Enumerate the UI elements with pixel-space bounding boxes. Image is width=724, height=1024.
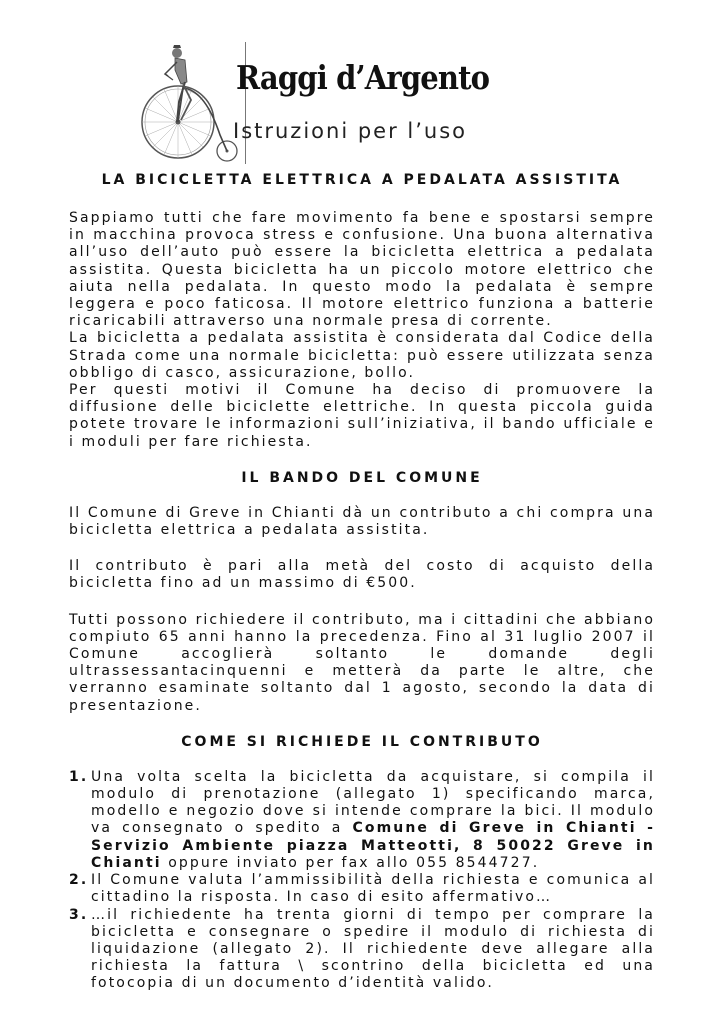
- paragraph-motivi: Per questi motivi il Comune ha deciso di promuovere la diffusione delle biciclette elettriche. In questa piccola guida potete trovare le informazioni sull’iniziativa, il bando ufficiale e i moduli per fare richiesta.: [69, 382, 655, 450]
- list-item: [69, 907, 655, 993]
- section-heading-bando: IL BANDO DEL COMUNE: [241, 469, 483, 486]
- step-number: 3.: [69, 906, 89, 923]
- steps-list: [69, 769, 655, 993]
- step-text: Il Comune valuta l’ammissibilità della richiesta e comunica al cittadino la risposta. In caso di esito affermativo…: [91, 872, 655, 906]
- page-subtitle: Istruzioni per l’uso: [233, 119, 468, 143]
- section-heading-bicicletta: LA BICICLETTA ELETTRICA A PEDALATA ASSISTITA: [101, 172, 623, 188]
- paragraph-codice-strada: La bicicletta a pedalata assistita è considerata dal Codice della Strada come una normale bicicletta: può essere utilizzata senza obbligo di casco, assicurazione, bollo.: [69, 330, 655, 381]
- penny-farthing-bicycle-icon: [135, 40, 245, 165]
- paragraph-intro: Sappiamo tutti che fare movimento fa bene e spostarsi sempre in macchina provoca stress e confusione. Una buona alternativa all’uso dell’auto può essere la bicicletta elettrica a pedalata assistita. Questa bicicletta ha un piccolo motore elettrico che aiuta nella pedalata. In questo modo la pedalata è sempre leggera e poco faticosa. Il motore elettrico funziona a batterie ricaricabili attraverso una normale presa di corrente.: [69, 210, 655, 330]
- paragraph-precedenza: Tutti possono richiedere il contributo, ma i cittadini che abbiano compiuto 65 anni hanno la precedenza. Fino al 31 luglio 2007 il Comune accoglierà soltanto le domande degli ultrassessantacinquenni e metterà da parte le altre, che verranno esaminate soltanto dal 1 agosto, secondo la data di presentazione.: [69, 611, 655, 714]
- step-text-end: oppure inviato per fax allo 055 8544727.: [161, 854, 540, 871]
- list-item: [69, 872, 655, 906]
- step-text: Una volta scelta la bicicletta da acquistare, si compila il modulo di prenotazione (allegato 1) specificando marca, modello e negozio dove si intende comprare la bici. Il modulo va consegnato o spedito a: [91, 768, 655, 837]
- step-address: Comune di Greve in Chianti - Servizio Ambiente piazza Matteotti, 8 50022 Greve in Chianti: [91, 820, 656, 871]
- brand-title: Raggi d’Argento: [236, 58, 490, 97]
- paragraph-contributo: Il Comune di Greve in Chianti dà un contributo a chi compra una bicicletta elettrica a pedalata assistita.: [69, 504, 655, 539]
- step-text: …il richiedente ha trenta giorni di tempo per comprare la bicicletta e consegnare o spedire il modulo di richiesta di liquidazione (allegato 2). Il richiedente deve allegare alla richiesta la fattura \ scontrino della bicicletta ed una fotocopia di un documento d’identità valido.: [91, 906, 655, 992]
- list-item: [69, 769, 655, 872]
- document-body: [69, 170, 655, 993]
- paragraph-importo: Il contributo è pari alla metà del costo di acquisto della bicicletta fino ad un massimo di €500.: [69, 558, 655, 592]
- section-heading-richiesta: COME SI RICHIEDE IL CONTRIBUTO: [181, 733, 543, 750]
- step-number: 1.: [69, 768, 89, 785]
- step-number: 2.: [69, 872, 89, 889]
